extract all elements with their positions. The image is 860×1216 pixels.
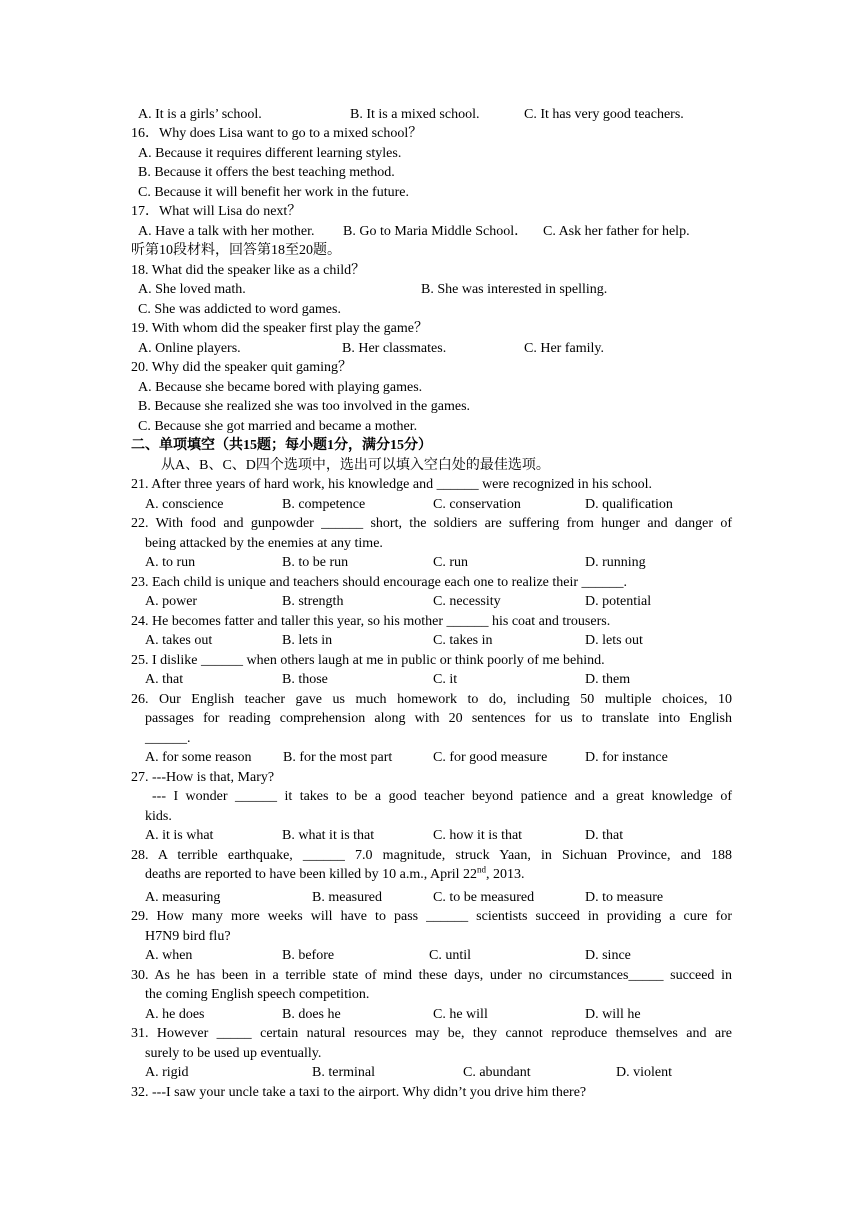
option-c: C. Her family. xyxy=(524,341,604,356)
option-d: D. for instance xyxy=(585,750,668,765)
option-b: B. those xyxy=(282,672,328,687)
question-stem: 27. ---How is that, Mary? xyxy=(131,770,275,785)
option-a: A. to run xyxy=(145,555,196,570)
option-d: D. violent xyxy=(616,1065,672,1080)
q25-options xyxy=(0,670,860,690)
option-b: B. She was interested in spelling. xyxy=(421,282,608,297)
option-c: C. She was addicted to word games. xyxy=(138,302,341,317)
question-stem-continued: deaths are reported to have been killed by 10 a.m., April 22nd, 2013. xyxy=(145,864,525,882)
option-b: B. Go to Maria Middle School． xyxy=(343,224,529,239)
option-a: A. power xyxy=(145,594,198,609)
option-c: C. Ask her father for help. xyxy=(543,224,690,239)
option-a: A. he does xyxy=(145,1007,205,1022)
option-a: A. Because it requires different learning styles. xyxy=(138,146,402,161)
option-c: C. Because it will benefit her work in the future. xyxy=(138,185,409,200)
option-c: C. it xyxy=(433,672,458,687)
option-d: D. to measure xyxy=(585,890,664,905)
option-a: A. It is a girls’ school. xyxy=(138,107,262,122)
q24-options xyxy=(0,631,860,651)
q18-options xyxy=(0,280,860,300)
option-b: B. measured xyxy=(312,890,382,905)
listening-instruction: 听第10段材料，回答第18至20题。 xyxy=(131,243,341,258)
option-a: A. when xyxy=(145,948,193,963)
question-stem: 25. I dislike ______ when others laugh at me in public or think poorly of me behind. xyxy=(131,653,605,668)
option-d: D. potential xyxy=(585,594,652,609)
option-b: B. to be run xyxy=(282,555,349,570)
option-c: C. he will xyxy=(433,1007,488,1022)
option-b: B. competence xyxy=(282,497,366,512)
option-a: A. takes out xyxy=(145,633,213,648)
option-d: D. that xyxy=(585,828,624,843)
option-b: B. terminal xyxy=(312,1065,375,1080)
option-d: D. will he xyxy=(585,1007,641,1022)
option-b: B. before xyxy=(282,948,335,963)
q31-options xyxy=(0,1063,860,1083)
question-stem: 30. As he has been in a terrible state of mind these days, under no circumstances_____ succeed in xyxy=(131,968,732,983)
section-instruction: 从A、B、C、D四个选项中，选出可以填入空白处的最佳选项。 xyxy=(161,458,550,473)
answer-blank: ______. xyxy=(145,731,191,746)
section-heading: 二、单项填空（共15题；每小题1分，满分15分） xyxy=(131,438,432,453)
question-stem: 19. With whom did the speaker first play the game？ xyxy=(131,321,429,336)
option-b: B. lets in xyxy=(282,633,333,648)
option-c: C. takes in xyxy=(433,633,493,648)
option-a: A. Because she became bored with playing games. xyxy=(138,380,423,395)
question-stem: 21. After three years of hard work, his knowledge and ______ were recognized in his school. xyxy=(131,477,652,492)
option-b: B. for the most part xyxy=(283,750,393,765)
q23-options xyxy=(0,592,860,612)
option-c: C. It has very good teachers. xyxy=(524,107,684,122)
option-a: A. that xyxy=(145,672,184,687)
option-c: C. conservation xyxy=(433,497,521,512)
question-stem: 22. With food and gunpowder ______ short, the soldiers are suffering from hunger and danger of xyxy=(131,516,732,531)
option-a: A. conscience xyxy=(145,497,224,512)
option-c: C. run xyxy=(433,555,468,570)
option-c: C. for good measure xyxy=(433,750,548,765)
option-d: D. them xyxy=(585,672,631,687)
q27-options xyxy=(0,826,860,846)
option-c: C. abundant xyxy=(463,1065,531,1080)
option-a: A. Online players. xyxy=(138,341,241,356)
question-stem-continued: passages for reading comprehension along with 20 sentences for us to translate into English xyxy=(145,711,732,726)
option-a: A. She loved math. xyxy=(138,282,246,297)
option-a: A. rigid xyxy=(145,1065,189,1080)
option-b: B. Because it offers the best teaching method. xyxy=(138,165,395,180)
q17-options xyxy=(0,222,860,242)
question-stem-continued: H7N9 bird flu? xyxy=(145,929,231,944)
question-stem: 28. A terrible earthquake, ______ 7.0 magnitude, struck Yaan, in Sichuan Province, and 188 xyxy=(131,848,732,863)
question-stem: 32. ---I saw your uncle take a taxi to the airport. Why didn’t you drive him there? xyxy=(131,1085,587,1100)
question-stem: 31. However _____ certain natural resources may be, they cannot reproduce themselves and are xyxy=(131,1026,732,1041)
dialogue-line: --- I wonder ______ it takes to be a good teacher beyond patience and a great knowledge of xyxy=(152,789,732,804)
question-stem: 23. Each child is unique and teachers should encourage each one to realize their ______. xyxy=(131,575,628,590)
q19-options xyxy=(0,339,860,359)
option-d: D. qualification xyxy=(585,497,673,512)
option-c: C. necessity xyxy=(433,594,501,609)
question-stem-continued: kids. xyxy=(145,809,172,824)
question-stem: 29. How many more weeks will have to pass ______ scientists succeed in providing a cure for xyxy=(131,909,732,924)
question-stem-continued: surely to be used up eventually. xyxy=(145,1046,322,1061)
option-c: C. Because she got married and became a mother. xyxy=(138,419,418,434)
option-d: D. since xyxy=(585,948,631,963)
option-c: C. how it is that xyxy=(433,828,523,843)
q30-options xyxy=(0,1005,860,1025)
question-stem-continued: being attacked by the enemies at any time. xyxy=(145,536,383,551)
option-a: A. it is what xyxy=(145,828,214,843)
option-a: A. Have a talk with her mother. xyxy=(138,224,315,239)
question-stem: 17．What will Lisa do next？ xyxy=(131,204,302,219)
q22-options xyxy=(0,553,860,573)
q26-options xyxy=(0,748,860,768)
option-b: B. It is a mixed school. xyxy=(350,107,480,122)
question-stem: 16．Why does Lisa want to go to a mixed school？ xyxy=(131,126,423,141)
option-a: A. for some reason xyxy=(145,750,252,765)
option-a: A. measuring xyxy=(145,890,221,905)
option-c: C. until xyxy=(429,948,472,963)
question-stem: 24. He becomes fatter and taller this year, so his mother ______ his coat and trousers. xyxy=(131,614,611,629)
q29-options xyxy=(0,946,860,966)
option-d: D. running xyxy=(585,555,646,570)
option-b: B. what it is that xyxy=(282,828,375,843)
option-c: C. to be measured xyxy=(433,890,535,905)
q15-options xyxy=(0,105,860,125)
question-stem-continued: the coming English speech competition. xyxy=(145,987,370,1002)
option-b: B. does he xyxy=(282,1007,341,1022)
question-stem: 20. Why did the speaker quit gaming？ xyxy=(131,360,352,375)
option-b: B. Her classmates. xyxy=(342,341,447,356)
question-stem: 18. What did the speaker like as a child？ xyxy=(131,263,366,278)
q21-options xyxy=(0,495,860,515)
q28-options xyxy=(0,888,860,908)
option-b: B. strength xyxy=(282,594,344,609)
option-b: B. Because she realized she was too involved in the games. xyxy=(138,399,471,414)
option-d: D. lets out xyxy=(585,633,643,648)
question-stem: 26. Our English teacher gave us much homework to do, including 50 multiple choices, 10 xyxy=(131,692,732,707)
